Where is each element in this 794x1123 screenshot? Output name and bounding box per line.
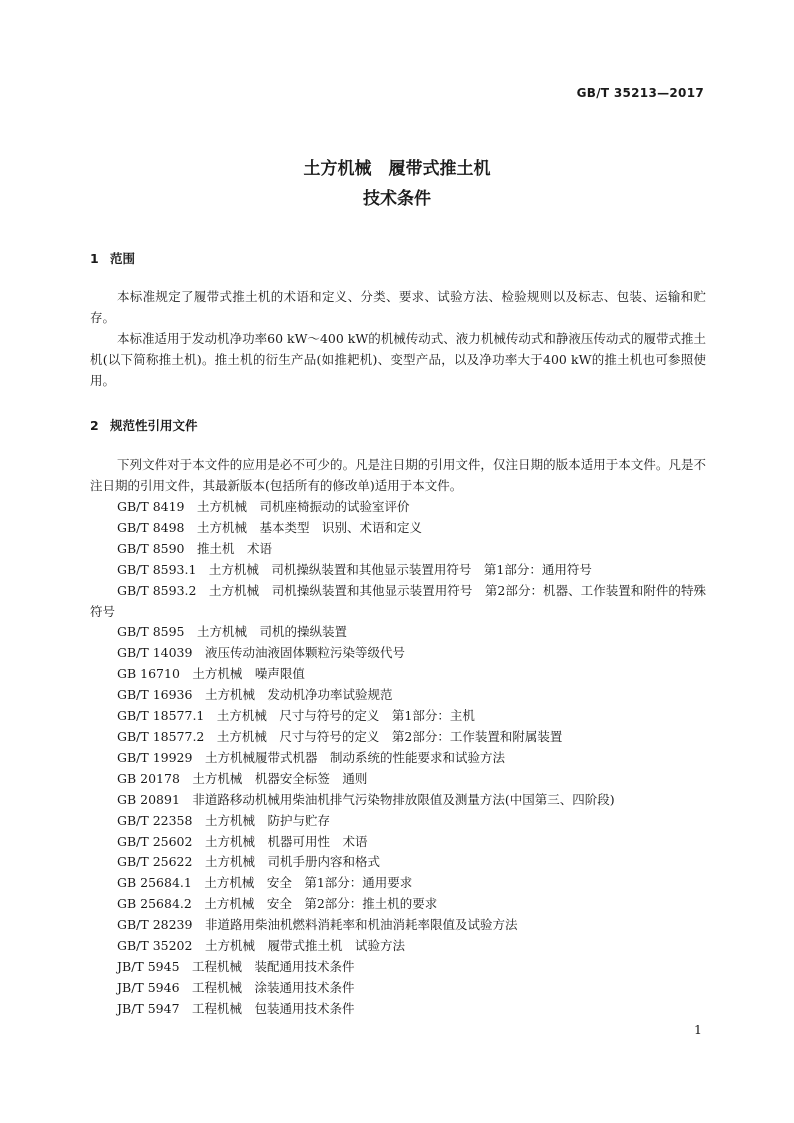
reference-item: GB 20178 土方机械 机器安全标签 通则 (117, 770, 368, 786)
reference-item: GB/T 14039 液压传动油液固体颗粒污染等级代号 (117, 645, 405, 661)
scope-paragraph-2: 本标准适用于发动机净功率60 kW～400 kW的机械传动式、液力机械传动式和静液压传动式的履带式推土机(以下简称推土机)。推土机的衍生产品(如推耙机)、变型产品，以及净功率大于400 kW的推土机也可参照使用。 (90, 331, 706, 388)
reference-item: GB/T 35202 土方机械 履带式推土机 试验方法 (117, 938, 405, 954)
reference-item: GB/T 16936 土方机械 发动机净功率试验规范 (117, 687, 393, 703)
reference-item: GB/T 8498 土方机械 基本类型 识别、术语和定义 (117, 519, 423, 535)
reference-item: GB 20891 非道路移动机械用柴油机排气污染物排放限值及测量方法(中国第三、四阶段) (117, 791, 615, 807)
section-title: 范围 (110, 251, 136, 266)
reference-item: GB/T 18577.1 土方机械 尺寸与符号的定义 第1部分：主机 (117, 708, 475, 724)
reference-item: GB/T 8590 推土机 术语 (117, 540, 273, 556)
reference-item: GB/T 25622 土方机械 司机手册内容和格式 (117, 854, 380, 870)
references-intro-paragraph: 下列文件对于本文件的应用是必不可少的。凡是注日期的引用文件，仅注日期的版本适用于本文件。凡是不注日期的引用文件，其最新版本(包括所有的修改单)适用于本文件。 (90, 457, 706, 493)
reference-item: GB/T 19929 土方机械履带式机器 制动系统的性能要求和试验方法 (117, 749, 505, 765)
page-number: 1 (694, 1022, 702, 1037)
reference-item: GB/T 8595 土方机械 司机的操纵装置 (117, 624, 348, 640)
reference-item: GB/T 8593.1 土方机械 司机操纵装置和其他显示装置用符号 第1部分：通用符号 (117, 561, 592, 577)
document-title: 土方机械 履带式推土机 (303, 159, 491, 179)
reference-item: JB/T 5946 工程机械 涂装通用技术条件 (117, 979, 355, 995)
reference-item: GB/T 8419 土方机械 司机座椅振动的试验室评价 (117, 499, 410, 514)
reference-item: GB 25684.2 土方机械 安全 第2部分：推土机的要求 (117, 896, 438, 912)
standard-code: GB/T 35213—2017 (576, 86, 704, 100)
reference-item: GB/T 25602 土方机械 机器可用性 术语 (117, 833, 368, 849)
section-heading-scope (90, 249, 135, 267)
reference-list (90, 497, 706, 1020)
reference-item: GB/T 8593.2 土方机械 司机操纵装置和其他显示装置用符号 第2部分：机器、工作装置和附件的特殊符号 (90, 582, 706, 619)
section-heading-normative-references (90, 416, 198, 434)
reference-item: GB 16710 土方机械 噪声限值 (117, 666, 305, 682)
document-subtitle: 技术条件 (363, 189, 431, 209)
reference-item: GB 25684.1 土方机械 安全 第1部分：通用要求 (117, 875, 413, 891)
section-number: 2 (90, 418, 99, 433)
section-number: 1 (90, 251, 99, 266)
reference-item: JB/T 5945 工程机械 装配通用技术条件 (117, 958, 355, 974)
scope-paragraph-1: 本标准规定了履带式推土机的术语和定义、分类、要求、试验方法、检验规则以及标志、包装、运输和贮存。 (90, 289, 706, 325)
reference-item: JB/T 5947 工程机械 包装通用技术条件 (117, 1000, 355, 1016)
reference-item: GB/T 22358 土方机械 防护与贮存 (117, 812, 330, 828)
reference-item: GB/T 18577.2 土方机械 尺寸与符号的定义 第2部分：工作装置和附属装置 (117, 728, 563, 744)
reference-item: GB/T 28239 非道路用柴油机燃料消耗率和机油消耗率限值及试验方法 (117, 917, 518, 933)
section-title: 规范性引用文件 (110, 418, 198, 433)
